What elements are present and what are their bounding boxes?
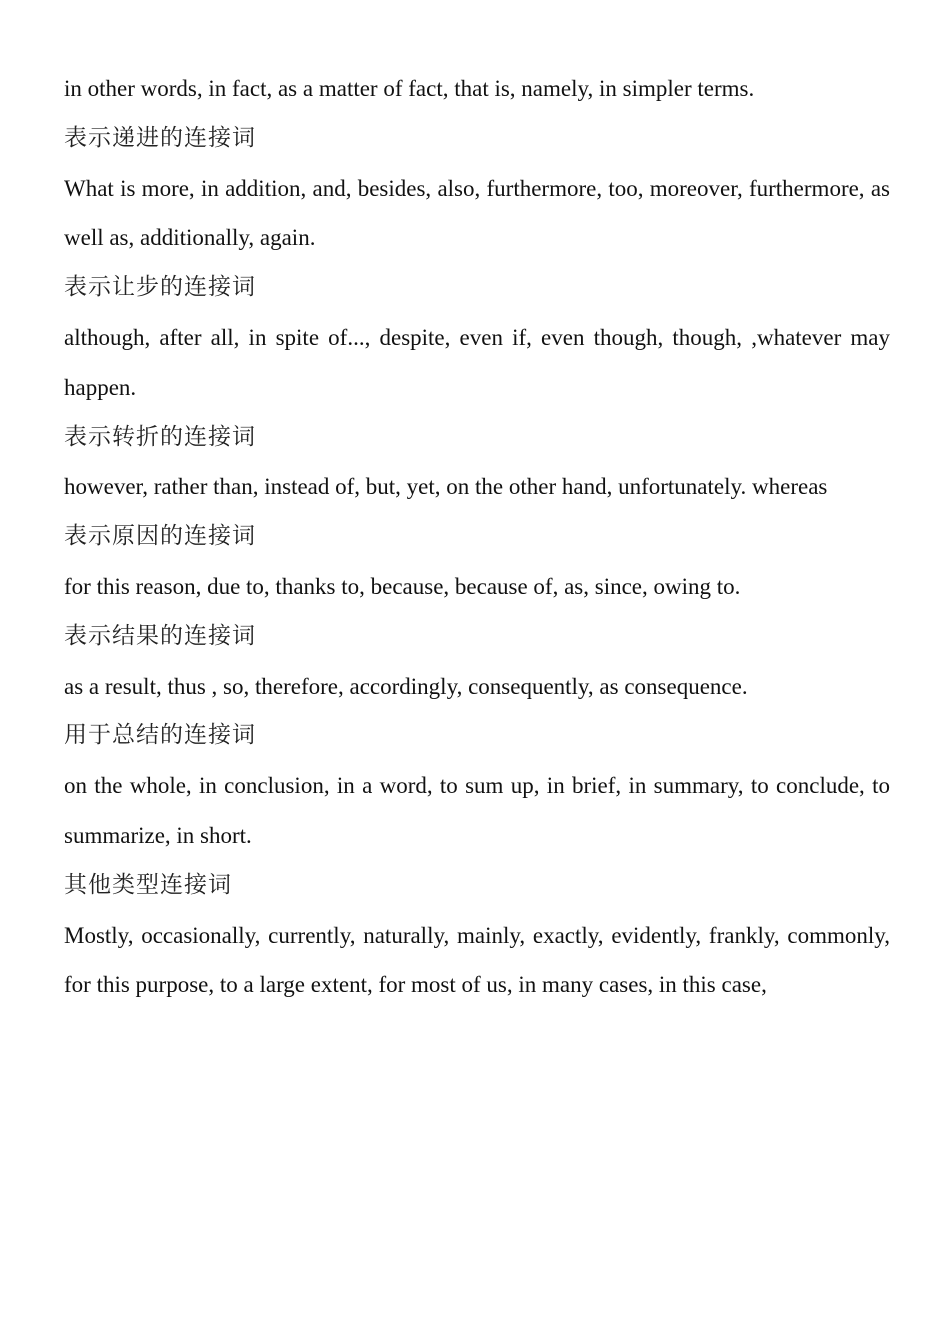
heading-result: 表示结果的连接词 [64, 622, 256, 649]
document-page [64, 64, 890, 1010]
heading-concession: 表示让步的连接词 [64, 274, 256, 301]
heading-contrast: 表示转折的连接词 [64, 423, 256, 450]
heading-summary: 用于总结的连接词 [64, 722, 256, 749]
paragraph-result: as a result, thus , so, therefore, accordingly, consequently, as consequence. [64, 673, 748, 699]
heading-other: 其他类型连接词 [64, 871, 232, 898]
paragraph-restatement: in other words, in fact, as a matter of fact, that is, namely, in simpler terms. [64, 76, 755, 101]
heading-progression: 表示递进的连接词 [64, 124, 256, 151]
paragraph-cause: for this reason, due to, thanks to, because, because of, as, since, owing to. [64, 573, 741, 599]
paragraph-contrast: however, rather than, instead of, but, yet, on the other hand, unfortunately. whereas [64, 474, 828, 500]
paragraph-concession: although, after all, in spite of..., despite, even if, even though, though, ,whatever may happen. [64, 324, 890, 400]
paragraph-summary: on the whole, in conclusion, in a word, to sum up, in brief, in summary, to conclude, to summarize, in short. [64, 773, 890, 848]
heading-cause: 表示原因的连接词 [64, 523, 256, 550]
paragraph-other: Mostly, occasionally, currently, naturally, mainly, exactly, evidently, frankly, commonly, for this purpose, to a large extent, for most of us, in many cases, in this case, [64, 922, 890, 998]
paragraph-progression: What is more, in addition, and, besides, also, furthermore, too, moreover, furthermore, as well as, additionally, again. [64, 175, 890, 251]
